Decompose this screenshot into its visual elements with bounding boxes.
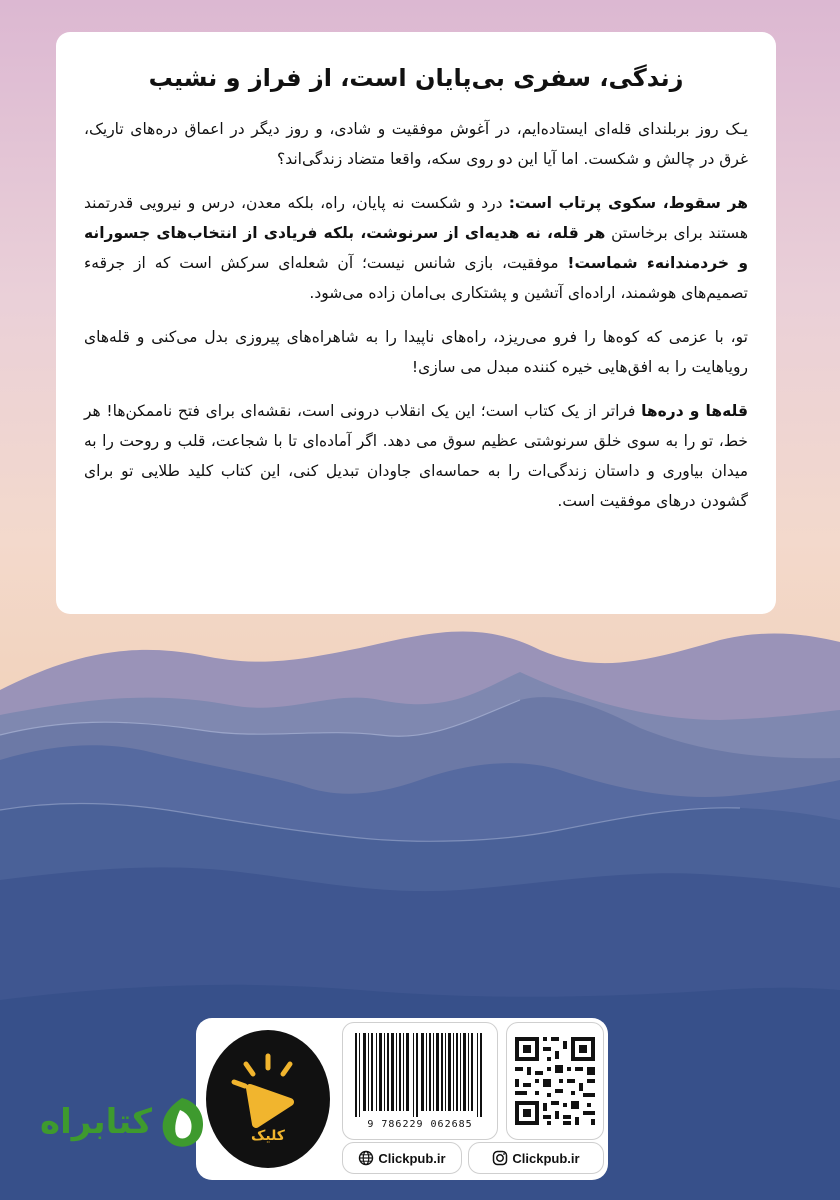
paragraph-intro: یـک روز بربلندای قله‌ای ایستاده‌ایم، در آغوش موفقیت و شادی، و روز دیگر در اعماق دره‌های تاریک، غرق در چالش و شکست. اما آیا این دو روی سکه، واقعا متضاد زندگی‌اند؟ [84, 120, 748, 168]
qr-code-icon [507, 1023, 603, 1139]
instagram-icon [492, 1150, 508, 1166]
ketabrah-leaf-icon [152, 1092, 212, 1152]
ketabrah-brand [40, 1098, 210, 1158]
text-book-summary: فراتر از یک کتاب است؛ این یک انقلاب درونی است، نقشه‌ای برای فتح ناممکن‌ها! هر خط، تو را به سوی خلق سرنوشتی عظیم سوق می دهد. اگر آماده‌ای تا با شجاعت، قلب و روحت را به میدان بیاوری و داستان زندگی‌ات را به حماسه‌ای جاودان تبدیل کنی، این کتاب کلید طلایی تو برای گشودن درهای موفقیت است. [84, 402, 748, 510]
text-fall: درد و شکست نه پایان، راه، بلکه معدن، درس و نیرویی قدرتمند هستند برای برخاستن [84, 194, 748, 242]
website-pill[interactable] [342, 1142, 462, 1174]
publisher-name: کلیک [251, 1128, 285, 1144]
text-success: موفقیت، بازی شانس نیست؛ آن شعله‌ای سرکش است که از جرقهء تصمیم‌های هوشمند، اراده‌ای آتشین و پشتکاری بی‌امان زاده می‌شود. [84, 254, 748, 302]
instagram-pill[interactable] [468, 1142, 604, 1174]
website-url: Clickpub.ir [378, 1150, 446, 1166]
bold-phrase-fall: هر سقوط، سکوی پرتاب است: [508, 194, 748, 212]
globe-icon [358, 1150, 374, 1166]
brand-name: کتابراه [40, 1102, 153, 1142]
book-title-phrase: قله‌ها و دره‌ها [641, 402, 749, 420]
publisher-footer [196, 1018, 608, 1180]
bold-phrase-peak: هر قله، نه هدیه‌ای از سرنوشت، بلکه فریادی از انتخاب‌های جسورانه و خردمندانهء شماست! [84, 224, 748, 272]
paragraph-book-summary [84, 396, 748, 516]
isbn-number: 9 786229 062685 [367, 1119, 473, 1130]
barcode-bars [343, 1023, 497, 1119]
play-bulb-icon [206, 1030, 330, 1168]
isbn-barcode [342, 1022, 498, 1140]
publisher-logo [206, 1030, 330, 1168]
paragraph-determination: تو، با عزمی که کوه‌ها را فرو می‌ریزد، راه‌های ناپیدا را به شاهراه‌های پیروزی بدل می‌کنی و قله‌های رویاهایت را به افق‌هایی خیره کننده مبدل می سازی! [84, 328, 748, 376]
description-card [56, 32, 776, 614]
qr-code[interactable] [506, 1022, 604, 1140]
instagram-handle: Clickpub.ir [512, 1150, 580, 1166]
paragraph-fall-and-peak [84, 188, 748, 308]
back-cover-title: زندگی، سفری بی‌پایان است، از فراز و نشیب [148, 64, 684, 92]
